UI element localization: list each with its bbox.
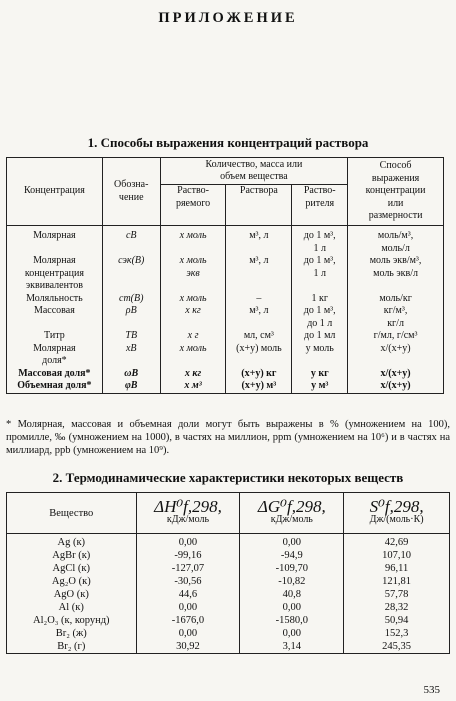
row-substance: Br₂ (ж) bbox=[7, 627, 137, 640]
section2-heading: 2. Термодинамические характеристики некоторых веществ bbox=[52, 470, 404, 485]
row-dg: -109,70 bbox=[240, 562, 344, 575]
col-amount-group-header: Количество, масса или объем вещества bbox=[160, 158, 348, 185]
row-dg: 40,8 bbox=[240, 588, 344, 601]
table-row bbox=[7, 293, 444, 306]
row-s: 28,32 bbox=[344, 601, 450, 614]
row-s: 50,94 bbox=[344, 614, 450, 627]
dg-unit: кДж/моль bbox=[270, 514, 313, 525]
row-solute: x м³ bbox=[160, 380, 226, 393]
row-solvent: до 1 мл bbox=[292, 330, 348, 343]
row-dg: 3,14 bbox=[240, 640, 344, 654]
table-row bbox=[7, 601, 450, 614]
table-row bbox=[7, 575, 450, 588]
row-name: Молярная концентрация эквивалентов bbox=[7, 255, 103, 293]
row-dh: 0,00 bbox=[136, 601, 240, 614]
row-solute: x кг bbox=[160, 368, 226, 381]
row-dg: -10,82 bbox=[240, 575, 344, 588]
col-notation-header: Обозна- чение bbox=[102, 158, 160, 226]
row-solute: x моль bbox=[160, 293, 226, 306]
row-solute: x кг bbox=[160, 305, 226, 330]
row-s: 245,35 bbox=[344, 640, 450, 654]
row-notation: ωB bbox=[102, 368, 160, 381]
row-solution: (x+y) кг bbox=[226, 368, 292, 381]
row-dg: -94,9 bbox=[240, 549, 344, 562]
col-substance-header: Вещество bbox=[7, 493, 137, 534]
concentration-table bbox=[6, 157, 444, 394]
row-notation: cэк(B) bbox=[102, 255, 160, 293]
row-method: моль экв/м³, моль экв/л bbox=[348, 255, 444, 293]
dh-symbol: ΔH⁰f,298, bbox=[154, 497, 222, 516]
row-notation: cm(B) bbox=[102, 293, 160, 306]
row-notation: TB bbox=[102, 330, 160, 343]
page-title: ПРИЛОЖЕНИЕ bbox=[158, 10, 298, 26]
thermodynamics-table bbox=[6, 492, 450, 654]
row-name: Молярная доля* bbox=[7, 343, 103, 368]
table-row bbox=[7, 343, 444, 368]
row-dh: 0,00 bbox=[136, 627, 240, 640]
table-row bbox=[7, 549, 450, 562]
col-solvent-header: Раство- рителя bbox=[292, 185, 348, 226]
table-row bbox=[7, 614, 450, 627]
col-s-header bbox=[344, 493, 450, 534]
row-solution: м³, л bbox=[226, 255, 292, 293]
row-name: Массовая доля* bbox=[7, 368, 103, 381]
row-solution: м³, л bbox=[226, 305, 292, 330]
row-substance: Ag₂O (к) bbox=[7, 575, 137, 588]
row-method: моль/кг bbox=[348, 293, 444, 306]
dg-symbol: ΔG⁰f,298, bbox=[257, 497, 326, 516]
row-s: 96,11 bbox=[344, 562, 450, 575]
row-name: Молярная bbox=[7, 226, 103, 256]
table-row bbox=[7, 588, 450, 601]
row-dh: 0,00 bbox=[136, 534, 240, 550]
row-substance: Al (к) bbox=[7, 601, 137, 614]
row-dh: 44,6 bbox=[136, 588, 240, 601]
col-concentration-header: Концентрация bbox=[7, 158, 103, 226]
row-name: Объемная доля* bbox=[7, 380, 103, 393]
table-row bbox=[7, 380, 444, 393]
row-substance: Ag (к) bbox=[7, 534, 137, 550]
row-notation: ρB bbox=[102, 305, 160, 330]
row-solution: – bbox=[226, 293, 292, 306]
row-solvent: y кг bbox=[292, 368, 348, 381]
row-name: Титр bbox=[7, 330, 103, 343]
row-s: 121,81 bbox=[344, 575, 450, 588]
row-method: кг/м³, кг/л bbox=[348, 305, 444, 330]
row-s: 107,10 bbox=[344, 549, 450, 562]
row-substance: AgBr (к) bbox=[7, 549, 137, 562]
row-dh: -127,07 bbox=[136, 562, 240, 575]
row-dg: 0,00 bbox=[240, 534, 344, 550]
row-dg: 0,00 bbox=[240, 627, 344, 640]
row-name: Массовая bbox=[7, 305, 103, 330]
page-number: 535 bbox=[423, 684, 440, 696]
row-dh: -99,16 bbox=[136, 549, 240, 562]
row-s: 152,3 bbox=[344, 627, 450, 640]
footnote: * Молярная, массовая и объемная доли могут быть выражены в % (умножением на 100), промилле, ‰ (умножением на 1000), в частях на миллион, ppm (умножением на 10⁶) и в частях на миллиард, ppb (умножением на 10⁹). bbox=[6, 419, 450, 456]
row-method: x/(x+y) bbox=[348, 343, 444, 368]
row-solvent: 1 кг bbox=[292, 293, 348, 306]
row-notation: φB bbox=[102, 380, 160, 393]
row-name: Моляльность bbox=[7, 293, 103, 306]
s-unit: Дж/(моль·К) bbox=[369, 514, 424, 525]
table-row bbox=[7, 627, 450, 640]
row-substance: Br₂ (г) bbox=[7, 640, 137, 654]
row-dh: 30,92 bbox=[136, 640, 240, 654]
row-solute: x г bbox=[160, 330, 226, 343]
row-solvent: y м³ bbox=[292, 380, 348, 393]
row-solution: мл, см³ bbox=[226, 330, 292, 343]
table-row bbox=[7, 226, 444, 256]
section1-heading: 1. Способы выражения концентраций раствора bbox=[87, 135, 369, 150]
row-solvent: до 1 м³, до 1 л bbox=[292, 305, 348, 330]
row-solution: (x+y) м³ bbox=[226, 380, 292, 393]
row-notation: cB bbox=[102, 226, 160, 256]
row-dg: -1580,0 bbox=[240, 614, 344, 627]
col-solution-header: Раствора bbox=[226, 185, 292, 226]
row-solution: м³, л bbox=[226, 226, 292, 256]
row-solute: x моль экв bbox=[160, 255, 226, 293]
table-row bbox=[7, 330, 444, 343]
table-row bbox=[7, 640, 450, 654]
table-row bbox=[7, 305, 444, 330]
row-method: моль/м³, моль/л bbox=[348, 226, 444, 256]
row-substance: Al₂O₃ (к, корунд) bbox=[7, 614, 137, 627]
row-s: 42,69 bbox=[344, 534, 450, 550]
dh-unit: кДж/моль bbox=[166, 514, 210, 525]
row-dh: -30,56 bbox=[136, 575, 240, 588]
row-method: x/(x+y) bbox=[348, 368, 444, 381]
row-solute: x моль bbox=[160, 226, 226, 256]
table-row bbox=[7, 368, 444, 381]
table-row bbox=[7, 534, 450, 550]
row-solvent: до 1 м³, 1 л bbox=[292, 255, 348, 293]
row-method: г/мл, г/см³ bbox=[348, 330, 444, 343]
row-solution: (x+y) моль bbox=[226, 343, 292, 368]
row-dg: 0,00 bbox=[240, 601, 344, 614]
col-solute-header: Раство- ряемого bbox=[160, 185, 226, 226]
col-method-header: Способ выражения концентрации или размерности bbox=[348, 158, 444, 226]
col-dh-header bbox=[136, 493, 240, 534]
row-substance: AgCl (к) bbox=[7, 562, 137, 575]
row-substance: AgO (к) bbox=[7, 588, 137, 601]
row-notation: xB bbox=[102, 343, 160, 368]
table-row bbox=[7, 255, 444, 293]
row-solvent: до 1 м³, 1 л bbox=[292, 226, 348, 256]
row-dh: -1676,0 bbox=[136, 614, 240, 627]
row-solvent: y моль bbox=[292, 343, 348, 368]
table-row bbox=[7, 562, 450, 575]
row-method: x/(x+y) bbox=[348, 380, 444, 393]
row-s: 57,78 bbox=[344, 588, 450, 601]
row-solute: x моль bbox=[160, 343, 226, 368]
col-dg-header bbox=[240, 493, 344, 534]
s-symbol: S⁰f,298, bbox=[369, 497, 424, 516]
